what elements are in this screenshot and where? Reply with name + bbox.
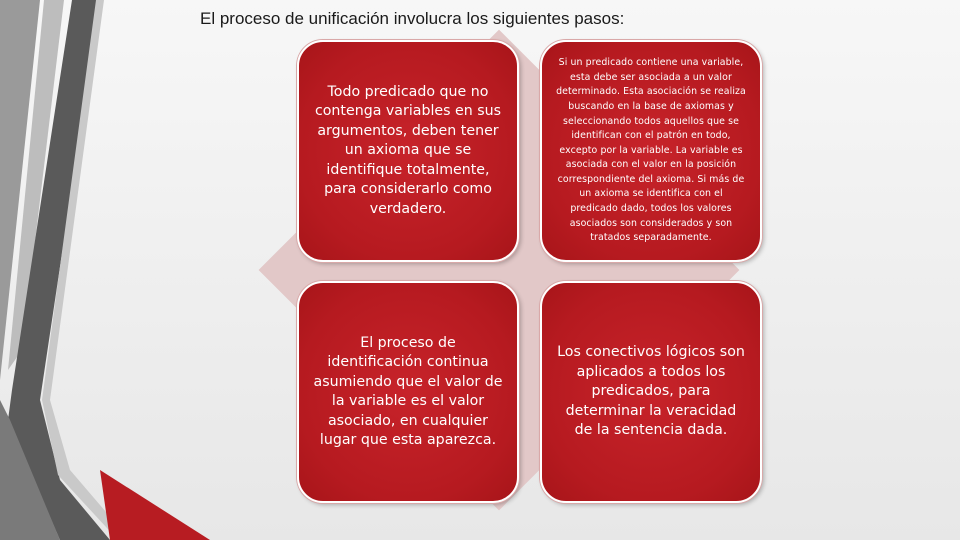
step-box-1	[297, 40, 519, 262]
step-1-text: Todo predicado que no contenga variables en sus argumentos, deben tener un axioma que se identifique totalmente, para considerarlo como verdadero.	[314, 83, 502, 217]
step-4-text: Los conectivos lógicos son aplicados a todos los predicados, para determinar la veracidad de la sentencia dada.	[557, 344, 745, 439]
step-3-text: El proceso de identificación continua asumiendo que el valor de la variable es el valor asociado, en cualquier lugar que esta aparezca.	[313, 334, 503, 448]
step-2-text: Si un predicado contiene una variable, esta debe ser asociada a un valor determinado. Esta asociación se realiza buscando en la base de axiomas y seleccionando todos aquellos que se identifican con el patrón en todo, excepto por la variable. La variable es asociada con el valor en la posición correspondiente del axioma. Si más de un axioma se identifica con el predicado dado, todos los valores asociados son considerados y son tratados separadamente.	[556, 57, 746, 244]
step-box-4	[540, 281, 762, 503]
step-box-3	[297, 281, 519, 503]
side-decoration	[0, 0, 210, 540]
step-box-2	[540, 40, 762, 262]
page-title: El proceso de unificación involucra los siguientes pasos:	[200, 9, 625, 28]
